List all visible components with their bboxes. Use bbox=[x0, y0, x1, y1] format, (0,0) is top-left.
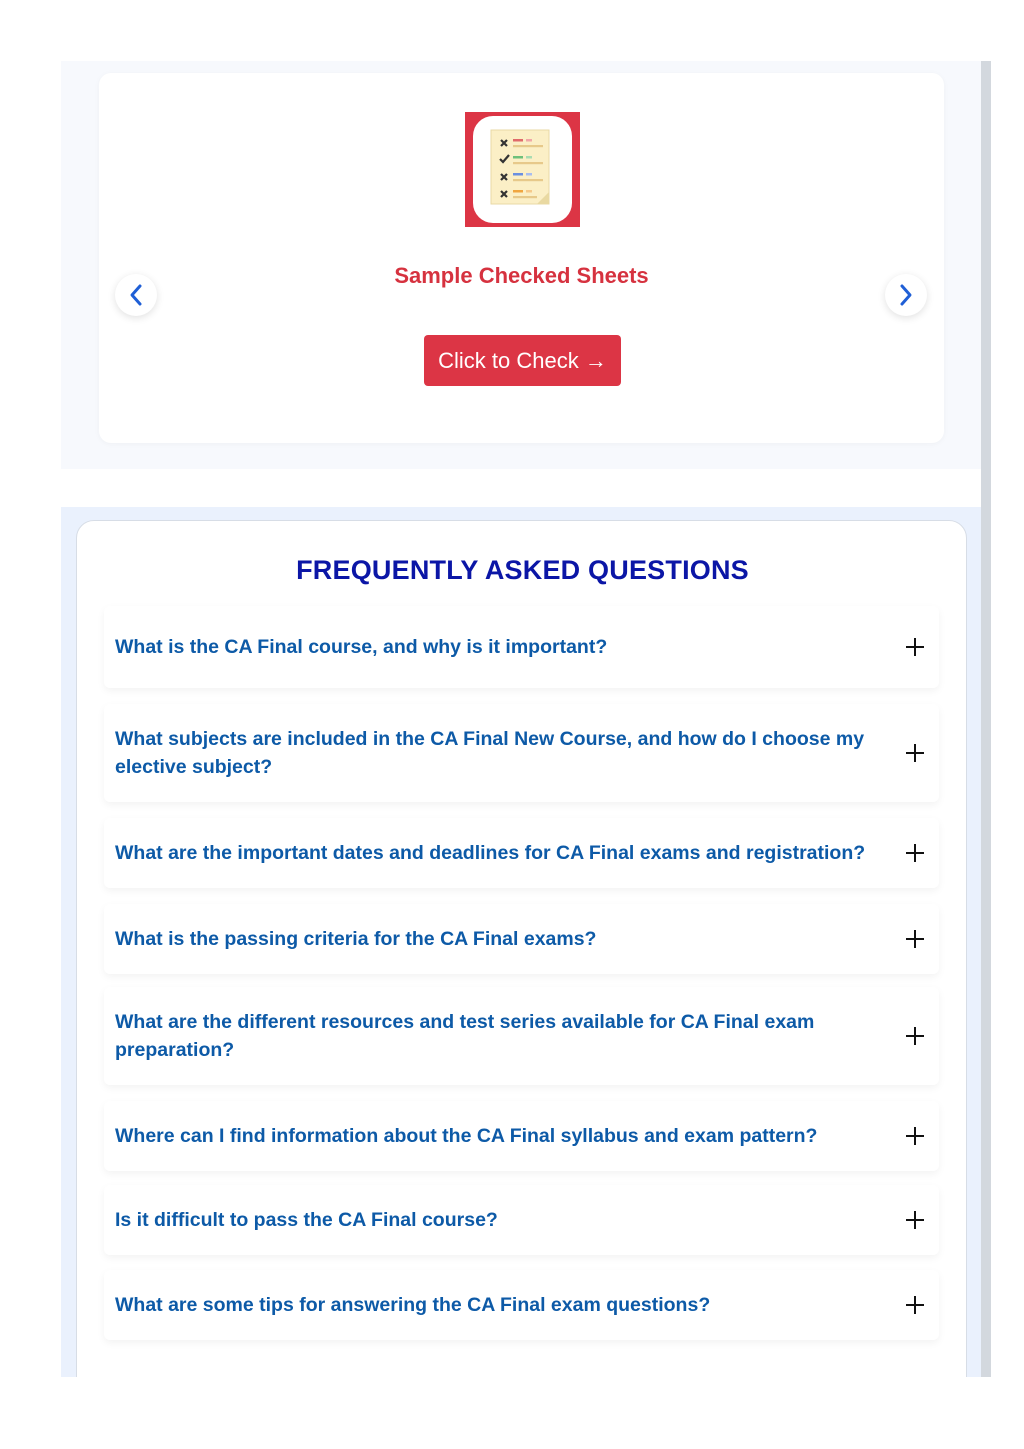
carousel-prev-button[interactable] bbox=[115, 274, 157, 316]
plus-icon[interactable] bbox=[905, 929, 925, 949]
chevron-left-icon bbox=[128, 283, 144, 307]
faq-question: What are the important dates and deadlines for CA Final exams and registration? bbox=[115, 842, 866, 864]
plus-icon[interactable] bbox=[905, 1126, 925, 1146]
faq-item[interactable] bbox=[104, 987, 939, 1085]
faq-card bbox=[76, 520, 967, 1377]
plus-icon[interactable] bbox=[905, 1026, 925, 1046]
faq-section bbox=[61, 507, 981, 1377]
plus-icon[interactable] bbox=[905, 843, 925, 863]
carousel-section bbox=[61, 61, 981, 469]
faq-question: What are some tips for answering the CA Final exam questions? bbox=[115, 1294, 711, 1316]
plus-icon[interactable] bbox=[905, 1295, 925, 1315]
faq-item[interactable] bbox=[104, 606, 939, 688]
faq-question: What are the different resources and test series available for CA Final exam preparation? bbox=[115, 1011, 815, 1061]
chevron-right-icon bbox=[898, 283, 914, 307]
faq-question: What is the passing criteria for the CA Final exams? bbox=[115, 928, 597, 950]
carousel-next-button[interactable] bbox=[885, 274, 927, 316]
scrollbar[interactable] bbox=[981, 61, 991, 1377]
faq-question: What is the CA Final course, and why is it important? bbox=[115, 636, 608, 658]
faq-item[interactable] bbox=[104, 1270, 939, 1340]
faq-title: FREQUENTLY ASKED QUESTIONS bbox=[296, 555, 749, 585]
faq-question: Where can I find information about the CA Final syllabus and exam pattern? bbox=[115, 1125, 818, 1147]
faq-item[interactable] bbox=[104, 1101, 939, 1171]
carousel-card bbox=[99, 73, 944, 443]
plus-icon[interactable] bbox=[905, 637, 925, 657]
faq-item[interactable] bbox=[104, 818, 939, 888]
page-frame bbox=[61, 61, 991, 1377]
faq-question: Is it difficult to pass the CA Final course? bbox=[115, 1209, 498, 1231]
card-title: Sample Checked Sheets bbox=[394, 263, 649, 288]
faq-item[interactable] bbox=[104, 1185, 939, 1255]
checklist-document-icon bbox=[465, 112, 580, 227]
faq-item[interactable] bbox=[104, 904, 939, 974]
click-to-check-button[interactable]: Click to Check → bbox=[424, 335, 621, 386]
faq-item[interactable] bbox=[104, 704, 939, 802]
plus-icon[interactable] bbox=[905, 743, 925, 763]
plus-icon[interactable] bbox=[905, 1210, 925, 1230]
faq-question: What subjects are included in the CA Final New Course, and how do I choose my elective subject? bbox=[115, 728, 865, 778]
